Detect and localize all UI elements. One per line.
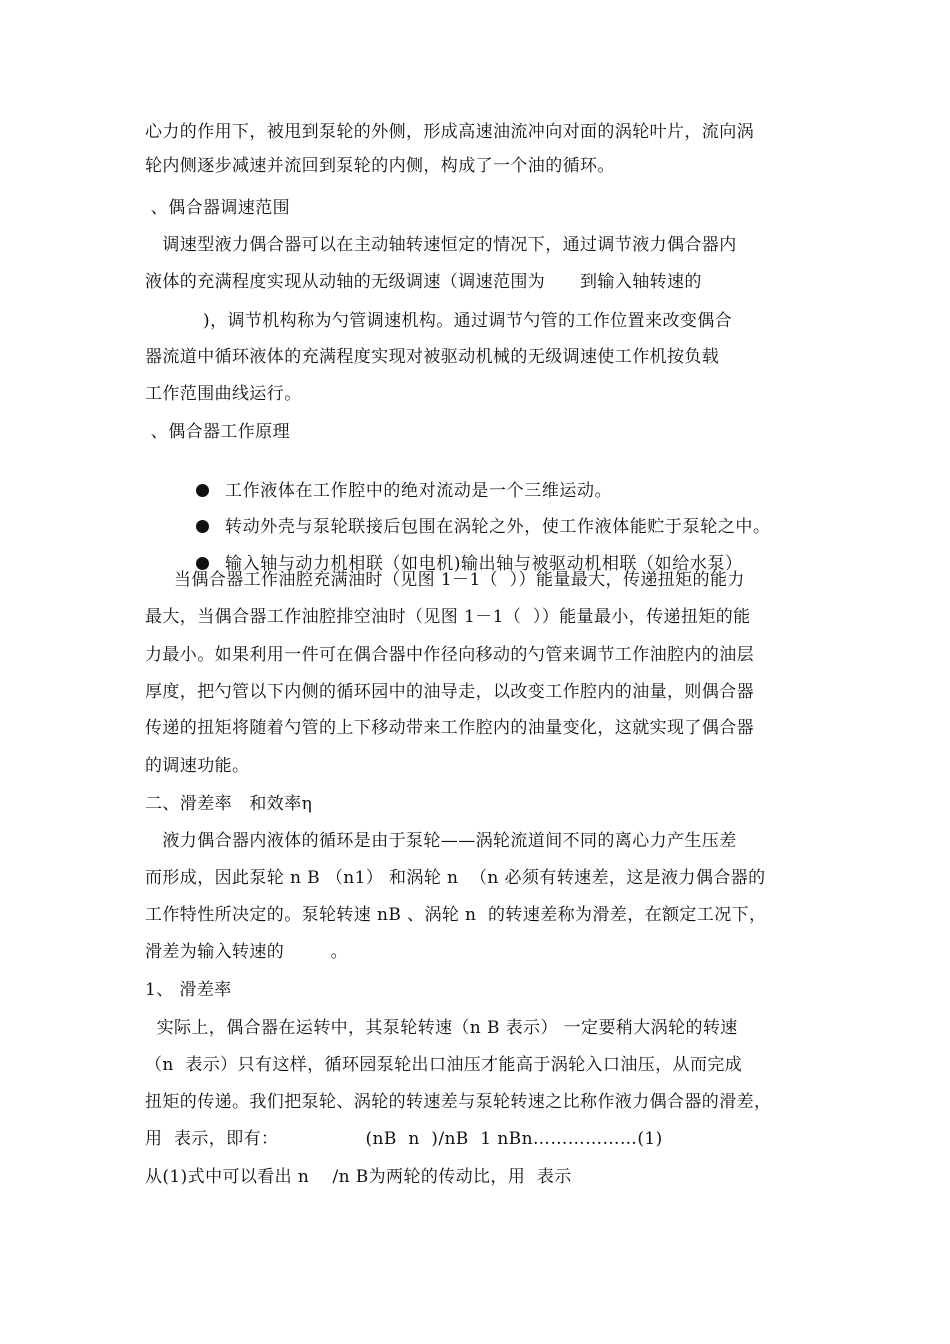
- paragraph-line: 力最小。如果利用一件可在偶合器中作径向移动的勺管来调节工作油腔内的油层: [145, 645, 754, 665]
- paragraph-line: 液体的充满程度实现从动轴的无级调速（调速范围为 到输入轴转速的: [145, 272, 702, 292]
- paragraph-line: （n 表示）只有这样，循环园泵轮出口油压才能高于涡轮入口油压，从而完成: [145, 1055, 743, 1075]
- paragraph-line: 传递的扭矩将随着勺管的上下移动带来工作腔内的油量变化，这就实现了偶合器: [145, 718, 754, 738]
- bullet-text: 输入轴与动力机相联（如电机)输出轴与被驱动机相联（如给水泵）: [225, 554, 743, 574]
- paragraph-line: 心力的作用下，被甩到泵轮的外侧，形成高速油流冲向对面的涡轮叶片，流向涡: [145, 122, 754, 142]
- paragraph-line: 工作范围曲线运行。: [145, 384, 302, 404]
- bullet-text: 转动外壳与泵轮联接后包围在涡轮之外，使工作液体能贮于泵轮之中。: [225, 517, 771, 537]
- paragraph-line: 器流道中循环液体的充满程度实现对被驱动机械的无级调速使工作机按负载: [145, 347, 720, 367]
- paragraph-line: )，调节机构称为勺管调速机构。通过调节勺管的工作位置来改变偶合: [145, 311, 733, 331]
- paragraph-line: 而形成，因此泵轮 n B （n1） 和涡轮 n （n 必须有转速差，这是液力偶合器的: [145, 868, 766, 888]
- section-heading: 、偶合器调速范围: [145, 198, 291, 218]
- bullet-text: 工作液体在工作腔中的绝对流动是一个三维运动。: [225, 481, 613, 501]
- paragraph-line: 扭矩的传递。我们把泵轮、涡轮的转速差与泵轮转速之比称作液力偶合器的滑差，: [145, 1092, 772, 1112]
- paragraph-line: 从(1)式中可以看出 n /n B为两轮的传动比，用 表示: [145, 1167, 572, 1187]
- paragraph-line: 调速型液力偶合器可以在主动轴转速恒定的情况下，通过调节液力偶合器内: [145, 235, 737, 255]
- paragraph-line: 液力偶合器内液体的循环是由于泵轮——涡轮流道间不同的离心力产生压差: [145, 831, 737, 851]
- paragraph-line: 工作特性所决定的。泵轮转速 nB 、涡轮 n 的转速差称为滑差，在额定工况下，: [145, 905, 767, 925]
- subsection-heading: 1、 滑差率: [145, 980, 232, 1000]
- paragraph-line: 的调速功能。: [145, 756, 250, 776]
- section-heading: 二、滑差率 和效率η: [145, 794, 313, 814]
- paragraph-line: 轮内侧逐步减速并流回到泵轮的内侧，构成了一个油的循环。: [145, 156, 615, 176]
- paragraph-line: 实际上，偶合器在运转中，其泵轮转速（n B 表示） 一定要稍大涡轮的转速: [145, 1018, 738, 1038]
- formula-line: 用 表示，即有： (nB n )/nB 1 nBn………………(1): [145, 1129, 663, 1149]
- section-heading: 、偶合器工作原理: [145, 422, 291, 442]
- paragraph-line: 滑差为输入转速的 。: [145, 942, 349, 962]
- paragraph-line: 厚度，把勺管以下内侧的循环园中的油导走，以改变工作腔内的油量，则偶合器: [145, 682, 754, 702]
- paragraph-line: 最大，当偶合器工作油腔排空油时（见图 1－1（ ））能量最小，传递扭矩的能: [145, 607, 751, 627]
- paragraph-line: 当偶合器工作油腔充满油时（见图 1－1（ ））能量最大，传递扭矩的能力: [145, 570, 745, 590]
